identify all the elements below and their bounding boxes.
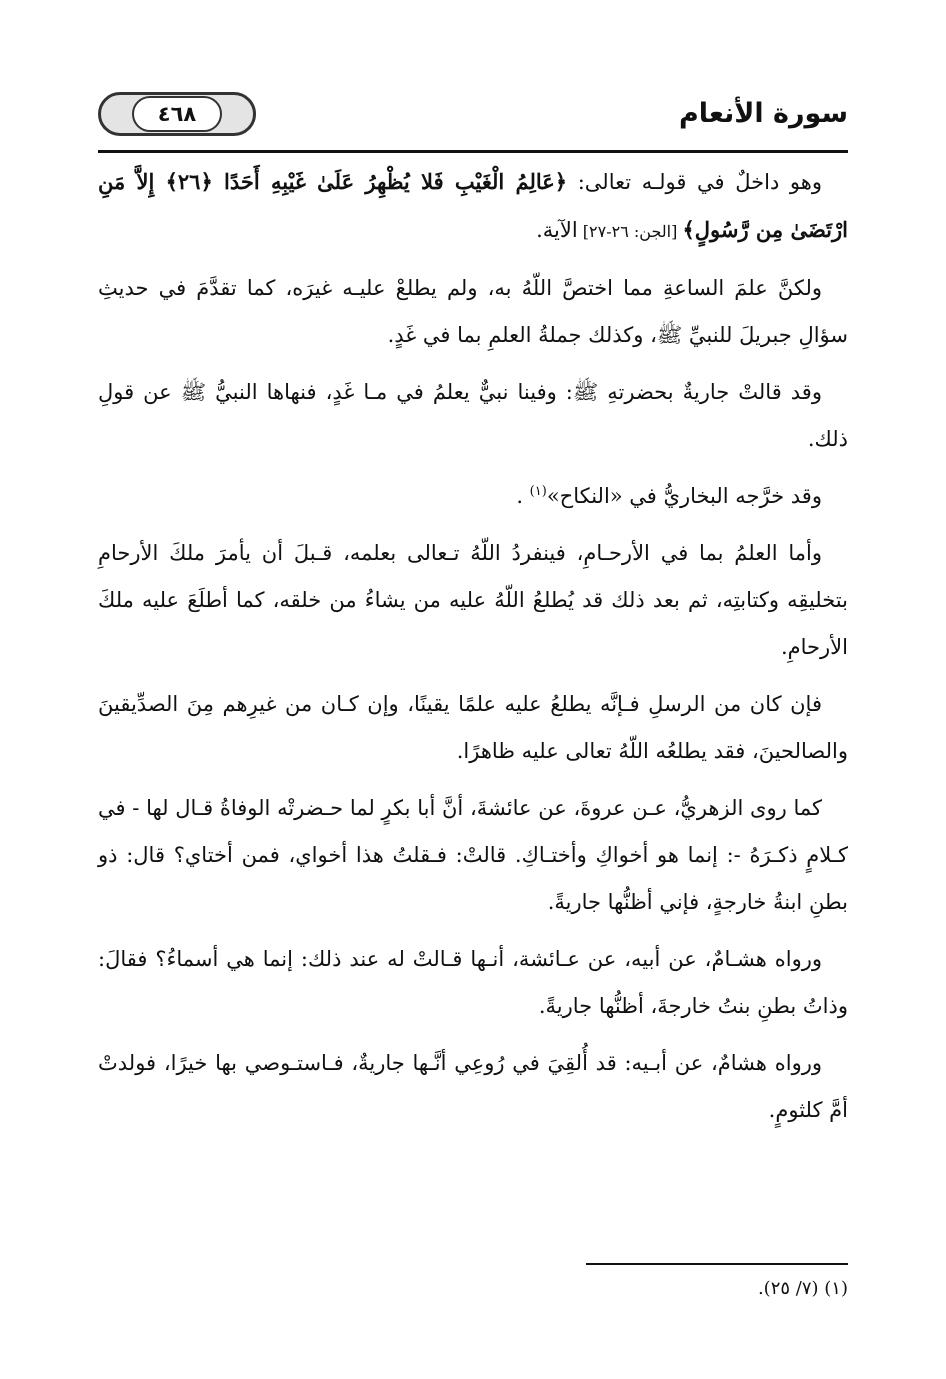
quran-verse: ﴿عَالِمُ الْغَيْبِ فَلا يُظْهِرُ عَلَىٰ غَيْبِهِ أَحَدًا ﴿٢٦﴾ إِلاَّ مَنِ ارْتَضَىٰ مِن رَّسُولٍ﴾ bbox=[98, 169, 848, 242]
footnote-marker: (١) bbox=[529, 484, 547, 499]
page-number: ٤٦٨ bbox=[132, 96, 222, 132]
paragraph-9: ورواه هشامٌ، عن أبـيه: قد أُلقِيَ في رُوعِي أنَّـها جاريةٌ، فـاستـوصي بها خيرًا، فولدتْ أمَّ كلثومٍ. bbox=[98, 1051, 848, 1122]
paragraph-4-text: وقد خرَّجه البخاريُّ في «النكاح» bbox=[546, 484, 822, 508]
footnote: (١) (٧/ ٢٥). bbox=[757, 1278, 848, 1299]
main-text bbox=[98, 158, 848, 1144]
paragraph-4-end: . bbox=[516, 484, 530, 508]
paragraph-5: وأما العلمُ بما في الأرحـامِ، فينفردُ اللّهُ تـعالى بعلمه، قـبلَ أن يأمرَ ملكَ الأرحامِ بتخليقِه وكتابتِه، ثم بعد ذلك قد يُطلعُ اللّهُ عليه من يشاءُ من خلقه، كما أطلَعَ عليه ملكَ الأرحامِ. bbox=[98, 541, 848, 659]
paragraph-8: ورواه هشـامٌ، عن أبيه، عن عـائشة، أنـها قـالتْ له عند ذلك: إنما هي أسماءُ؟ فقالَ: وذاتُ بطنِ بنتُ خارجةَ، أظنُّها جاريةً. bbox=[98, 947, 848, 1018]
paragraph-7: كما روى الزهريُّ، عـن عروةَ، عن عائشةَ، أنَّ أبا بكرٍ لما حـضرتْه الوفاةُ قـال لها - في كـلامٍ ذكـرَهُ -: إنما هو أخواكِ وأختـاكِ. قالتْ: فـقلتُ هذا أخواي، فمن أختاي؟ قال: ذو بطنِ ابنةُ خارجةٍ، فإني أظنُّها جاريةً. bbox=[98, 796, 848, 914]
paragraph-1 bbox=[98, 158, 848, 255]
paragraph-4 bbox=[98, 473, 848, 520]
paragraph-1-intro: وهو داخلٌ في قولـه تعالى: bbox=[567, 170, 822, 194]
page-number-badge bbox=[98, 92, 256, 136]
paragraph-2: ولكنَّ علمَ الساعةِ مما اختصَّ اللّهُ به، ولم يطلعْ عليـه غيرَه، كما تقدَّمَ في حديثِ سؤالِ جبريلَ للنبيِّ ﷺ، وكذلك جملةُ العلمِ بما في غَدٍ. bbox=[98, 276, 848, 347]
paragraph-1-end: الآية. bbox=[536, 218, 578, 242]
paragraph-3: وقد قالتْ جاريةٌ بحضرتهِ ﷺ: وفينا نبيٌّ يعلمُ في مـا غَدٍ، فنهاها النبيُّ ﷺ عن قولِ ذلك. bbox=[98, 380, 848, 451]
page-header bbox=[98, 88, 848, 148]
header-divider bbox=[98, 150, 848, 153]
footnote-divider bbox=[586, 1263, 848, 1265]
surah-title: سورة الأنعام bbox=[678, 98, 848, 129]
paragraph-6: فإن كان من الرسلِ فـإنَّه يطلعُ عليه علمًا يقينًا، وإن كـان من غيرِهم مِنَ الصدِّيقينَ والصالحينَ، فقد يطلعُه اللّهُ تعالى عليه ظاهرًا. bbox=[98, 692, 848, 763]
verse-reference: [الجن: ٢٦-٢٧] bbox=[577, 222, 683, 241]
